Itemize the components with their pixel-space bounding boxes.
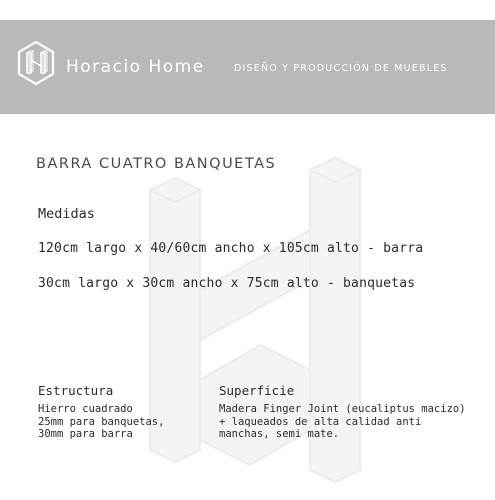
measures-label: Medidas	[38, 206, 95, 222]
hexagon-hh-logo-icon	[16, 40, 56, 86]
structure-line: 30mm para barra	[38, 428, 133, 440]
structure-description	[38, 403, 164, 441]
brand-name: Horacio Home	[66, 57, 205, 77]
surface-line: + laqueados de alta calidad anti	[219, 415, 422, 428]
product-title: BARRA CUATRO BANQUETAS	[36, 156, 277, 172]
structure-line: 25mm para banquetas,	[38, 415, 165, 428]
surface-label: Superficie	[219, 383, 295, 398]
structure-label: Estructura	[38, 383, 114, 398]
surface-line: Madera Finger Joint (eucaliptus macizo)	[219, 403, 466, 415]
structure-line: Hierro cuadrado	[38, 403, 133, 415]
brand-tagline: DISEÑO Y PRODUCCIÓN DE MUEBLES	[234, 63, 448, 74]
header-banner	[0, 20, 495, 114]
surface-line: manchas, semi mate.	[219, 428, 340, 440]
surface-description	[219, 403, 466, 441]
measure-line-banquetas: 30cm largo x 30cm ancho x 75cm alto - banquetas	[38, 276, 416, 291]
measure-line-barra: 120cm largo x 40/60cm ancho x 105cm alto - barra	[38, 241, 424, 256]
